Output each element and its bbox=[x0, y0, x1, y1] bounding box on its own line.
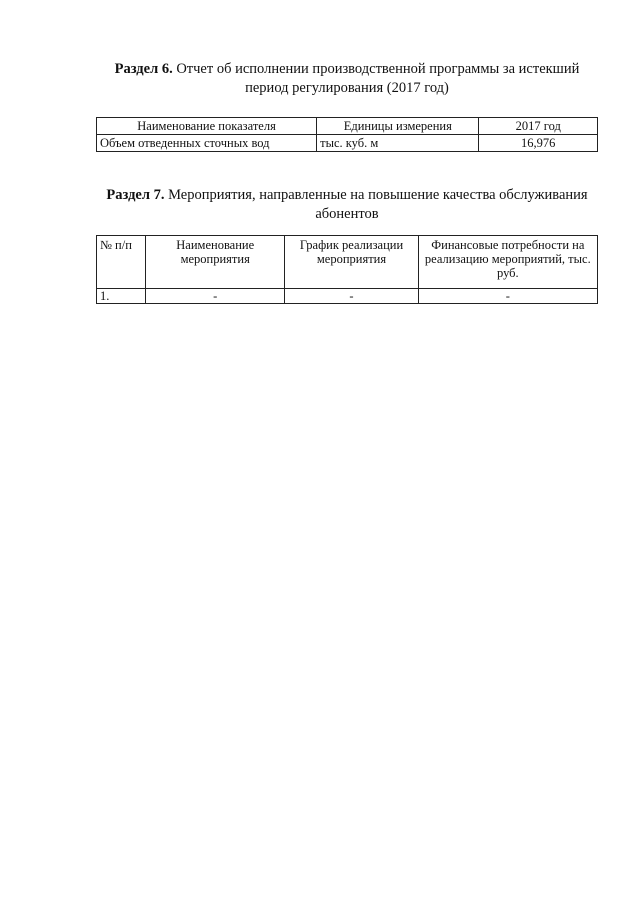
table-row bbox=[97, 289, 598, 304]
section-6-table bbox=[96, 117, 598, 152]
section-6-heading bbox=[96, 60, 598, 98]
section-7-heading bbox=[96, 186, 598, 224]
cell-indicator-name: Объем отведенных сточных вод bbox=[97, 135, 317, 152]
cell-number: 1. bbox=[97, 289, 146, 304]
section-7-title: Мероприятия, направленные на повышение качества обслуживания абонентов bbox=[168, 187, 588, 222]
section-7-table bbox=[96, 235, 598, 304]
header-measure-name: Наименование мероприятия bbox=[146, 236, 285, 289]
section-6-title: Отчет об исполнении производственной программы за истекший период регулирования (2017 год) bbox=[176, 61, 580, 96]
cell-financial-needs: - bbox=[418, 289, 597, 304]
cell-measure-name: - bbox=[146, 289, 285, 304]
table-row bbox=[97, 135, 598, 152]
header-unit: Единицы измерения bbox=[317, 118, 479, 135]
section-7-label: Раздел 7. bbox=[106, 187, 165, 203]
table-header-row bbox=[97, 236, 598, 289]
table-header-row bbox=[97, 118, 598, 135]
section-6-label: Раздел 6. bbox=[114, 61, 173, 77]
cell-unit: тыс. куб. м bbox=[317, 135, 479, 152]
header-schedule: График реализации мероприятия bbox=[285, 236, 418, 289]
cell-schedule: - bbox=[285, 289, 418, 304]
cell-value: 16,976 bbox=[479, 135, 598, 152]
header-financial-needs: Финансовые потребности на реализацию мероприятий, тыс. руб. bbox=[418, 236, 597, 289]
header-year: 2017 год bbox=[479, 118, 598, 135]
header-indicator-name: Наименование показателя bbox=[97, 118, 317, 135]
header-number: № п/п bbox=[97, 236, 146, 289]
